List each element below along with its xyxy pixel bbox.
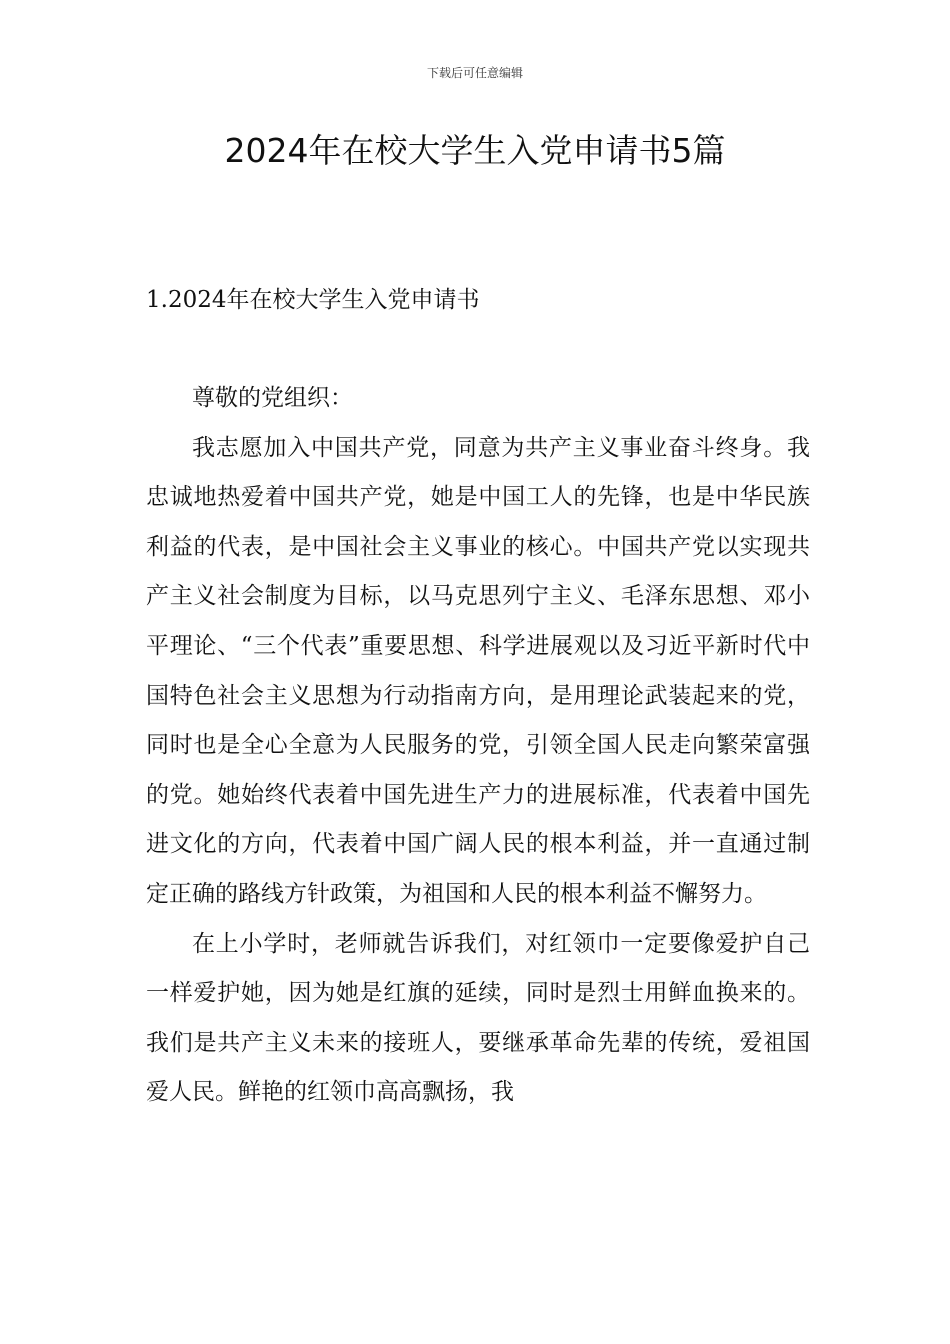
section-heading: 1.2024年在校大学生入党申请书 xyxy=(146,287,480,313)
document-body xyxy=(146,374,810,1118)
document-title: 2024年在校大学生入党申请书5篇 xyxy=(224,131,726,170)
body-paragraph: 在上小学时，老师就告诉我们，对红领巾一定要像爱护自己一样爱护她，因为她是红旗的延续，同时是烈士用鲜血换来的。我们是共产主义未来的接班人，要继承革命先辈的传统，爱祖国爱人民。鲜艳的红领巾高高飘扬，我 xyxy=(146,930,810,1106)
salutation: 尊敬的党组织： xyxy=(192,385,353,411)
body-paragraph: 我志愿加入中国共产党，同意为共产主义事业奋斗终身。我忠诚地热爱着中国共产党，她是中国工人的先锋，也是中华民族利益的代表，是中国社会主义事业的核心。中国共产党以实现共产主义社会制度为目标，以马克思列宁主义、毛泽东思想、邓小平理论、“三个代表”重要思想、科学进展观以及习近平新时代中国特色社会主义思想为行动指南方向，是用理论武装起来的党，同时也是全心全意为人民服务的党，引领全国人民走向繁荣富强的党。她始终代表着中国先进生产力的进展标准，代表着中国先进文化的方向，代表着中国广阔人民的根本利益，并一直通过制定正确的路线方针政策，为祖国和人民的根本利益不懈努力。 xyxy=(146,434,810,907)
header-note: 下载后可任意编辑 xyxy=(426,66,523,80)
